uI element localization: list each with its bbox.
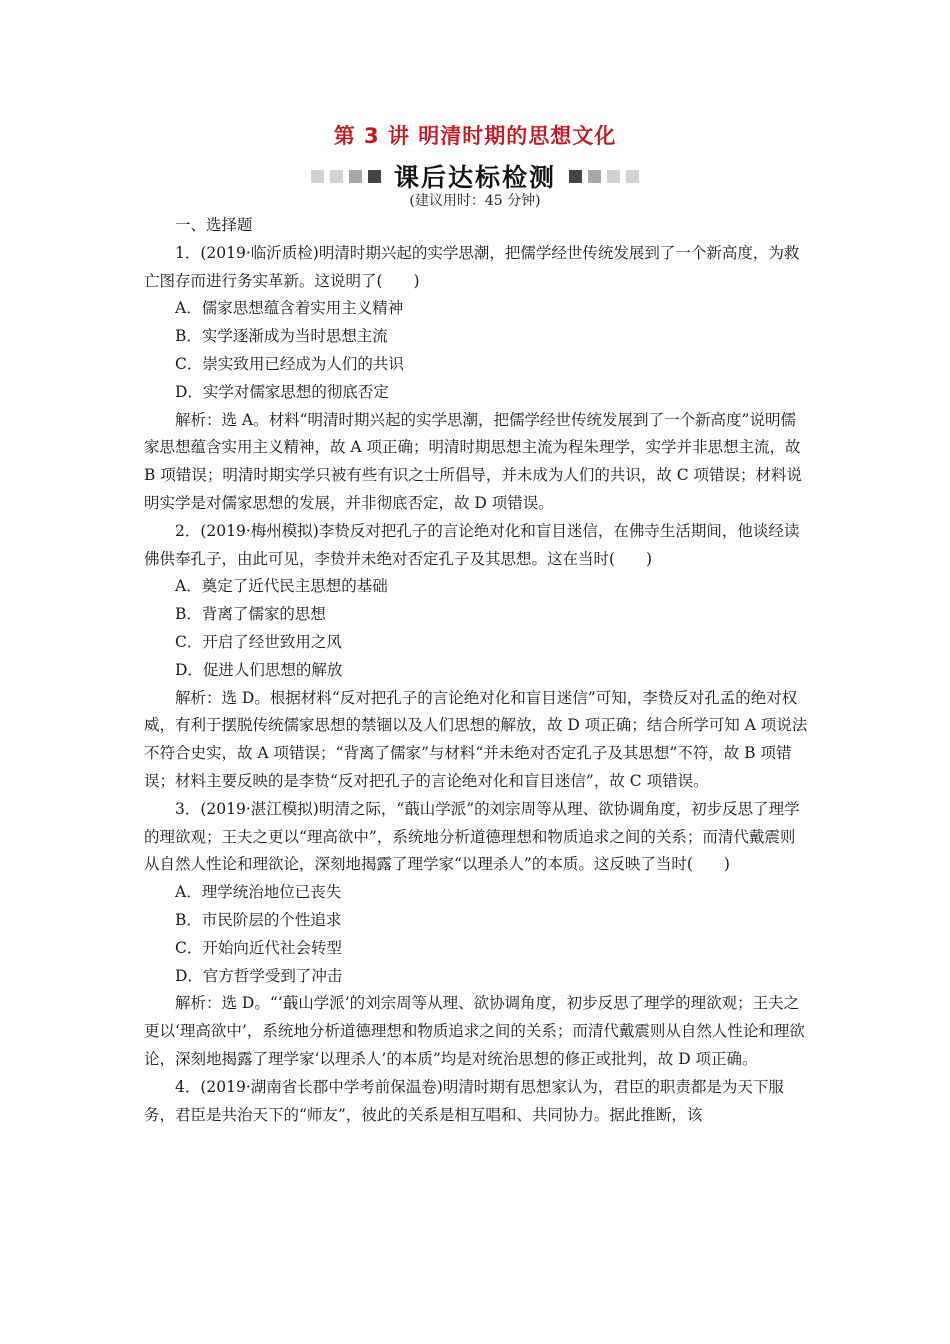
banner-title: 课后达标检测 (393, 163, 556, 192)
option: B．实学逐渐成为当时思想主流 (175, 327, 388, 346)
banner-square (368, 170, 381, 183)
banner-square (607, 170, 620, 183)
question-stem: 1．(2019·临沂质检)明清时期兴起的实学思潮，把儒学经世传统发展到了一个新高度，为救亡图存而进行务实革新。这说明了( ) (144, 243, 800, 290)
content (144, 212, 810, 1129)
option: B．市民阶层的个性追求 (175, 910, 342, 929)
banner-square (311, 170, 324, 183)
banner-square (588, 170, 601, 183)
option: C．开启了经世致用之风 (175, 632, 342, 651)
analysis: 解析：选 D。根据材料“反对把孔子的言论绝对化和盲目迷信”可知，李贽反对孔孟的绝对权威，有利于摆脱传统儒家思想的禁锢以及人们思想的解放，故 D 项正确；结合所学可知 A 项说法不符合史实，故 A 项错误；“背离了儒家”与材料“并未绝对否定孔子及其思想”不符，故 B 项错误；材料主要反映的是李贽“反对把孔子的言论绝对化和盲目迷信”，故 C 项错误。 (144, 688, 808, 790)
question-stem: 2．(2019·梅州模拟)李贽反对把孔子的言论绝对化和盲目迷信，在佛寺生活期间，他谈经读佛供奉孔子，由此可见，李贽并未绝对否定孔子及其思想。这在当时( ) (144, 521, 800, 568)
banner (0, 158, 950, 194)
option: D．促进人们思想的解放 (175, 660, 343, 679)
option: A．理学统治地位已丧失 (175, 883, 342, 902)
option: A．儒家思想蕴含着实用主义精神 (175, 299, 404, 318)
option: B．背离了儒家的思想 (175, 605, 326, 624)
option: C．崇实致用已经成为人们的共识 (175, 354, 404, 373)
banner-square (569, 170, 582, 183)
banner-square (349, 170, 362, 183)
analysis: 解析：选 D。“‘蕺山学派’的刘宗周等从理、欲协调角度，初步反思了理学的理欲观；王夫之更以‘理高欲中’，系统地分析道德理想和物质追求之间的关系；而清代戴震则从自然人性论和理欲论，深刻地揭露了理学家‘以理杀人’的本质”均是对统治思想的修正或批判，故 D 项正确。 (144, 994, 805, 1068)
option: D．官方哲学受到了冲击 (175, 966, 343, 985)
banner-square (626, 170, 639, 183)
section-heading: 一、选择题 (175, 216, 253, 234)
option: C．开始向近代社会转型 (175, 938, 342, 957)
question-stem: 3．(2019·湛江模拟)明清之际，“蕺山学派”的刘宗周等从理、欲协调角度，初步反思了理学的理欲观；王夫之更以“理高欲中”，系统地分析道德理想和物质追求之间的关系；而清代戴震则从自然人性论和理欲论，深刻地揭露了理学家“以理杀人”的本质。这反映了当时( ) (144, 799, 800, 874)
analysis: 解析：选 A。材料“明清时期兴起的实学思潮，把儒学经世传统发展到了一个新高度”说明儒家思想蕴含实用主义精神，故 A 项正确；明清时期思想主流为程朱理学，实学并非思想主流，故 B 项错误；明清时期实学只被有些有识之士所倡导，并未成为人们的共识，故 C 项错误；材料说明实学是对儒家思想的发展，并非彻底否定，故 D 项错误。 (144, 410, 803, 512)
banner-square (330, 170, 343, 183)
option: A．奠定了近代民主思想的基础 (175, 577, 388, 596)
question-stem: 4．(2019·湖南省长郡中学考前保温卷)明清时期有思想家认为，君臣的职责都是为天下服务，君臣是共治天下的“师友”，彼此的关系是相互唱和、共同协力。据此推断，该 (144, 1077, 784, 1124)
lesson-title: 第 3 讲 明清时期的思想文化 (333, 124, 617, 148)
suggested-time: (建议用时：45 分钟) (409, 193, 541, 209)
option: D．实学对儒家思想的彻底否定 (175, 382, 389, 401)
